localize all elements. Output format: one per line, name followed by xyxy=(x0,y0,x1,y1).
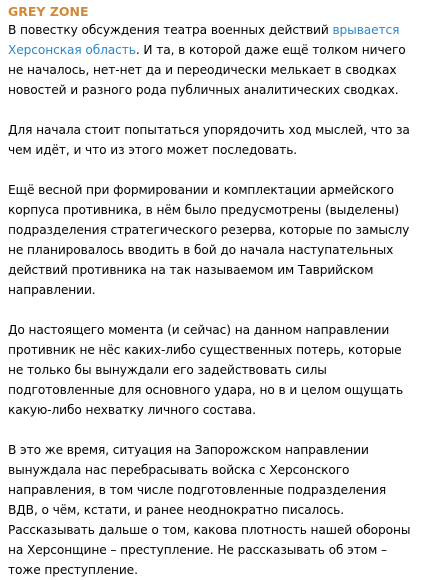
paragraph-1-text-after: . И та, в которой даже ещё толком ничего не началось, нет-нет да и переодически мелькает в сводках новостей и разного рода публичных аналитических сводках. xyxy=(8,43,406,97)
post-paragraph-1 xyxy=(8,20,414,100)
inline-link[interactable]: врывается Херсонская область xyxy=(8,23,400,57)
paragraph-1-text-before: В повестку обсуждения театра военных действий xyxy=(8,23,333,37)
post-paragraph-3: Ещё весной при формировании и комплектации армейского корпуса противника, в нём было предусмотрены (выделены) подразделения стратегического резерва, которые по замыслу не планировалось вводить в бой до начала наступательных действий противника на так называемом им Таврийском направлении. xyxy=(8,183,410,297)
post-paragraph-4: До настоящего момента (и сейчас) на данном направлении противник не нёс каких-либо существенных потерь, которые не только бы вынуждали его задействовать силы подготовленные для основного удара, но в и целом ощущать какую-либо нехватку личного состава. xyxy=(8,323,404,417)
post-paragraph-5: В это же время, ситуация на Запорожском направлении вынуждала нас перебрасывать войска с Херсонского направления, в том числе подготовленные подразделения ВДВ, о чём, кстати, и ранее неоднократно писалось. Рассказывать дальше о том, какова плотность нашей обороны на Херсонщине – преступление. Не рассказывать об этом – тоже преступление. xyxy=(8,443,411,577)
post-paragraph-2: Для начала стоит попытаться упорядочить ход мыслей, что за чем идёт, и что из этого может последовать. xyxy=(8,123,410,157)
channel-name[interactable]: GREY ZONE xyxy=(8,4,89,19)
